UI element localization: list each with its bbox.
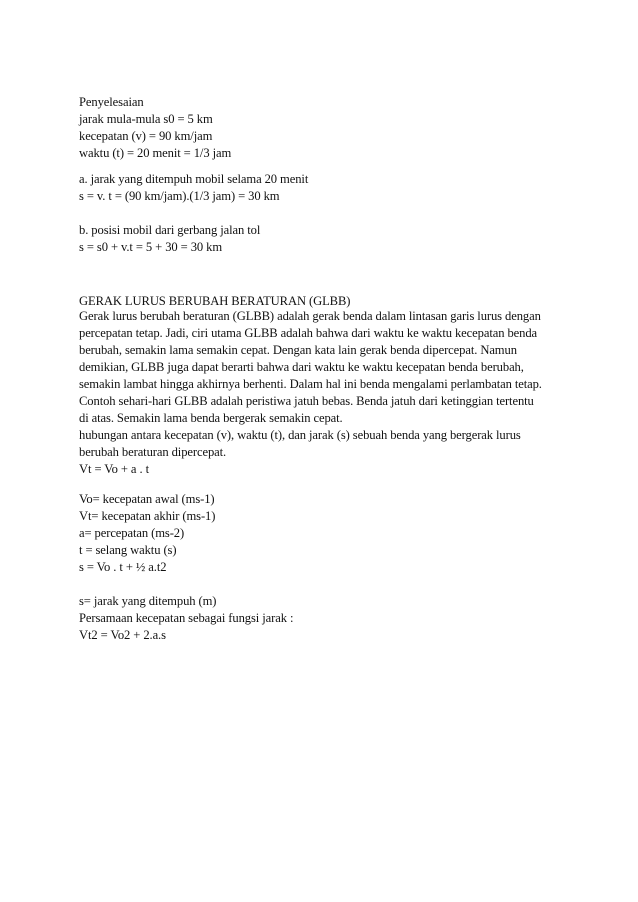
definition-line: s = Vo . t + ½ a.t2 <box>79 560 167 574</box>
definition-line: Vt2 = Vo2 + 2.a.s <box>79 628 166 642</box>
paragraph-line: demikian, GLBB juga dapat berarti bahwa dari waktu ke waktu kecepatan benda berubah, <box>79 360 524 374</box>
definition-line: Vt= kecepatan akhir (ms-1) <box>79 509 216 523</box>
given-line: jarak mula-mula s0 = 5 km <box>79 112 213 126</box>
solution-heading: Penyelesaian <box>79 95 144 109</box>
part-a-line: s = v. t = (90 km/jam).(1/3 jam) = 30 km <box>79 189 280 203</box>
paragraph-line: Gerak lurus berubah beraturan (GLBB) adalah gerak benda dalam lintasan garis lurus dengan <box>79 309 541 323</box>
paragraph-line: hubungan antara kecepatan (v), waktu (t), dan jarak (s) sebuah benda yang bergerak lurus <box>79 428 521 442</box>
definition-line: a= percepatan (ms-2) <box>79 526 185 540</box>
definition-line: t = selang waktu (s) <box>79 543 177 557</box>
paragraph-line: Contoh sehari-hari GLBB adalah peristiwa jatuh bebas. Benda jatuh dari ketinggian tertentu <box>79 394 534 408</box>
given-line: waktu (t) = 20 menit = 1/3 jam <box>79 146 232 160</box>
part-b-line: b. posisi mobil dari gerbang jalan tol <box>79 223 261 237</box>
formula: Vt = Vo + a . t <box>79 462 149 476</box>
paragraph-line: berubah, semakin lama semakin cepat. Dengan kata lain gerak benda dipercepat. Namun <box>79 343 517 357</box>
given-line: kecepatan (v) = 90 km/jam <box>79 129 213 143</box>
paragraph-line: berubah beraturan dipercepat. <box>79 445 227 459</box>
glbb-title: GERAK LURUS BERUBAH BERATURAN (GLBB) <box>79 294 351 308</box>
definition-line: Persamaan kecepatan sebagai fungsi jarak : <box>79 611 294 625</box>
definition-line: Vo= kecepatan awal (ms-1) <box>79 492 215 506</box>
paragraph-line: semakin lambat hingga akhirnya berhenti. Dalam hal ini benda mengalami perlambatan tetap. <box>79 377 542 391</box>
part-b-line: s = s0 + v.t = 5 + 30 = 30 km <box>79 240 223 254</box>
paragraph-line: percepatan tetap. Jadi, ciri utama GLBB adalah bahwa dari waktu ke waktu kecepatan benda <box>79 326 538 340</box>
paragraph-line: di atas. Semakin lama benda bergerak semakin cepat. <box>79 411 343 425</box>
part-a-line: a. jarak yang ditempuh mobil selama 20 menit <box>79 172 309 186</box>
definition-line: s= jarak yang ditempuh (m) <box>79 594 217 608</box>
